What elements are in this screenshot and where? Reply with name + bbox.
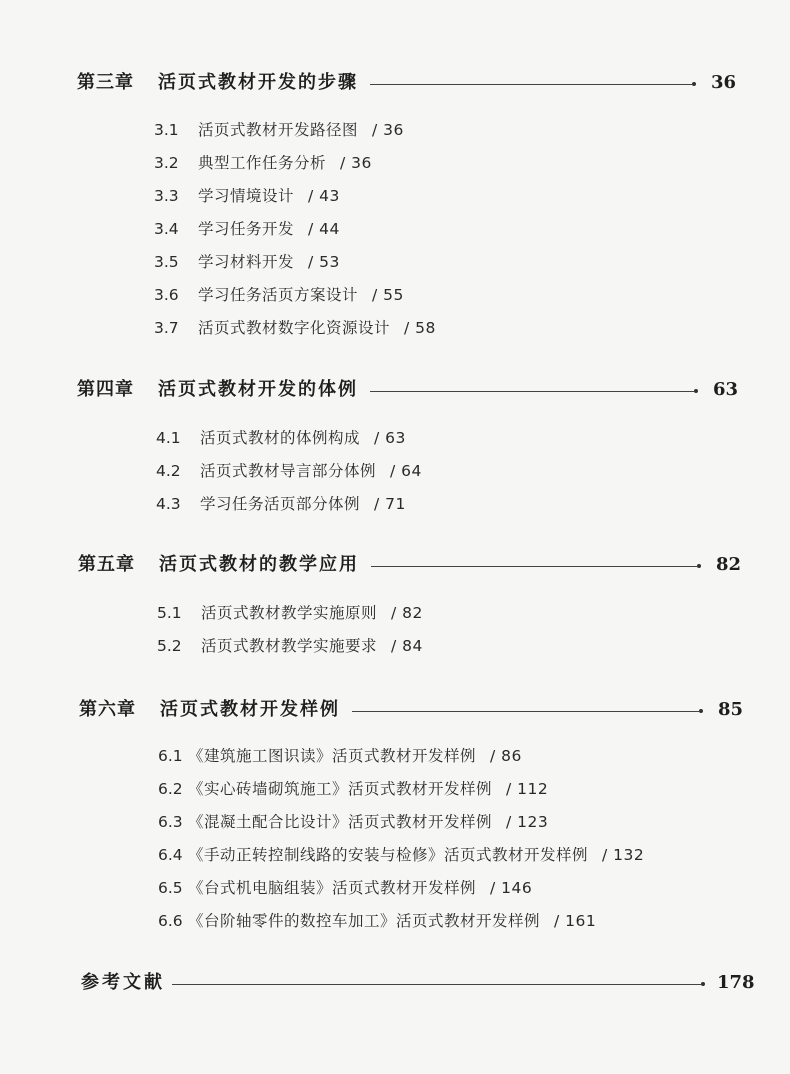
leader-dot xyxy=(694,389,698,393)
section-title: 典型工作任务分析 / 36 xyxy=(198,154,372,172)
section-page: / 44 xyxy=(308,220,340,238)
chapter-number: 第三章 xyxy=(77,72,134,93)
leader-line xyxy=(370,391,694,392)
section-page: / 84 xyxy=(391,637,423,655)
section-number: 3.7 xyxy=(154,319,179,337)
section-page: / 53 xyxy=(308,253,340,271)
section-page: / 64 xyxy=(390,462,422,480)
section-title: 活页式教材教学实施要求 / 84 xyxy=(201,637,423,655)
section-title: 学习任务开发 / 44 xyxy=(198,220,340,238)
section-title: 学习任务活页方案设计 / 55 xyxy=(198,286,404,304)
references-heading[interactable] xyxy=(0,970,790,1010)
section-page: / 82 xyxy=(391,604,423,622)
section-page: / 36 xyxy=(372,121,404,139)
chapter-6-heading[interactable] xyxy=(0,697,790,737)
section-number: 3.3 xyxy=(154,187,179,205)
leader-dot xyxy=(692,82,696,86)
chapter-title: 活页式教材开发的步骤 xyxy=(158,72,358,93)
section-title: 《实心砖墙砌筑施工》活页式教材开发样例 / 112 xyxy=(188,780,549,798)
section-title: 活页式教材开发路径图 / 36 xyxy=(198,121,404,139)
leader-dot xyxy=(697,564,701,568)
chapter-title: 活页式教材开发样例 xyxy=(160,699,340,720)
section-number: 4.3 xyxy=(156,495,181,513)
section-page: / 132 xyxy=(602,846,645,864)
chapter-title: 活页式教材的教学应用 xyxy=(159,554,359,575)
leader-line xyxy=(172,984,701,985)
chapter-5-heading[interactable] xyxy=(0,552,790,592)
chapter-number: 第六章 xyxy=(79,699,136,720)
chapter-3-heading[interactable] xyxy=(0,70,790,110)
section-number: 3.2 xyxy=(154,154,179,172)
section-title: 活页式教材导言部分体例 / 64 xyxy=(200,462,422,480)
section-page: / 123 xyxy=(506,813,549,831)
section-page: / 71 xyxy=(374,495,406,513)
section-number: 6.4 xyxy=(158,846,183,864)
chapter-page: 85 xyxy=(718,699,744,720)
chapter-page: 63 xyxy=(713,379,739,400)
section-number: 4.1 xyxy=(156,429,181,447)
section-page: / 43 xyxy=(308,187,340,205)
chapter-4-heading[interactable] xyxy=(0,377,790,417)
section-number: 3.4 xyxy=(154,220,179,238)
section-number: 6.5 xyxy=(158,879,183,897)
chapter-number: 第五章 xyxy=(78,554,135,575)
section-number: 6.3 xyxy=(158,813,183,831)
section-title: 学习任务活页部分体例 / 71 xyxy=(200,495,406,513)
section-title: 《手动正转控制线路的安装与检修》活页式教材开发样例 / 132 xyxy=(188,846,645,864)
section-number: 4.2 xyxy=(156,462,181,480)
section-title: 活页式教材数字化资源设计 / 58 xyxy=(198,319,436,337)
chapter-number: 第四章 xyxy=(77,379,134,400)
leader-line xyxy=(371,566,697,567)
section-title: 《建筑施工图识读》活页式教材开发样例 / 86 xyxy=(188,747,522,765)
chapter-title: 活页式教材开发的体例 xyxy=(158,379,358,400)
section-title: 《混凝土配合比设计》活页式教材开发样例 / 123 xyxy=(188,813,549,831)
section-title: 活页式教材教学实施原则 / 82 xyxy=(201,604,423,622)
section-page: / 55 xyxy=(372,286,404,304)
section-page: / 112 xyxy=(506,780,549,798)
leader-dot xyxy=(699,709,703,713)
section-page: / 36 xyxy=(340,154,372,172)
section-page: / 63 xyxy=(374,429,406,447)
section-title: 活页式教材的体例构成 / 63 xyxy=(200,429,406,447)
leader-dot xyxy=(701,982,705,986)
references-page: 178 xyxy=(717,972,755,993)
section-title: 学习情境设计 / 43 xyxy=(198,187,340,205)
section-page: / 161 xyxy=(554,912,597,930)
section-number: 3.6 xyxy=(154,286,179,304)
section-number: 6.2 xyxy=(158,780,183,798)
section-number: 3.1 xyxy=(154,121,179,139)
section-page: / 86 xyxy=(490,747,522,765)
chapter-page: 36 xyxy=(711,72,737,93)
chapter-page: 82 xyxy=(716,554,742,575)
section-page: / 146 xyxy=(490,879,533,897)
section-page: / 58 xyxy=(404,319,436,337)
section-number: 6.6 xyxy=(158,912,183,930)
section-title: 学习材料开发 / 53 xyxy=(198,253,340,271)
section-number: 5.1 xyxy=(157,604,182,622)
leader-line xyxy=(352,711,699,712)
references-title: 参考文献 xyxy=(81,972,165,993)
section-number: 5.2 xyxy=(157,637,182,655)
leader-line xyxy=(370,84,692,85)
section-title: 《台阶轴零件的数控车加工》活页式教材开发样例 / 161 xyxy=(188,912,597,930)
section-number: 6.1 xyxy=(158,747,183,765)
section-number: 3.5 xyxy=(154,253,179,271)
section-title: 《台式机电脑组装》活页式教材开发样例 / 146 xyxy=(188,879,533,897)
